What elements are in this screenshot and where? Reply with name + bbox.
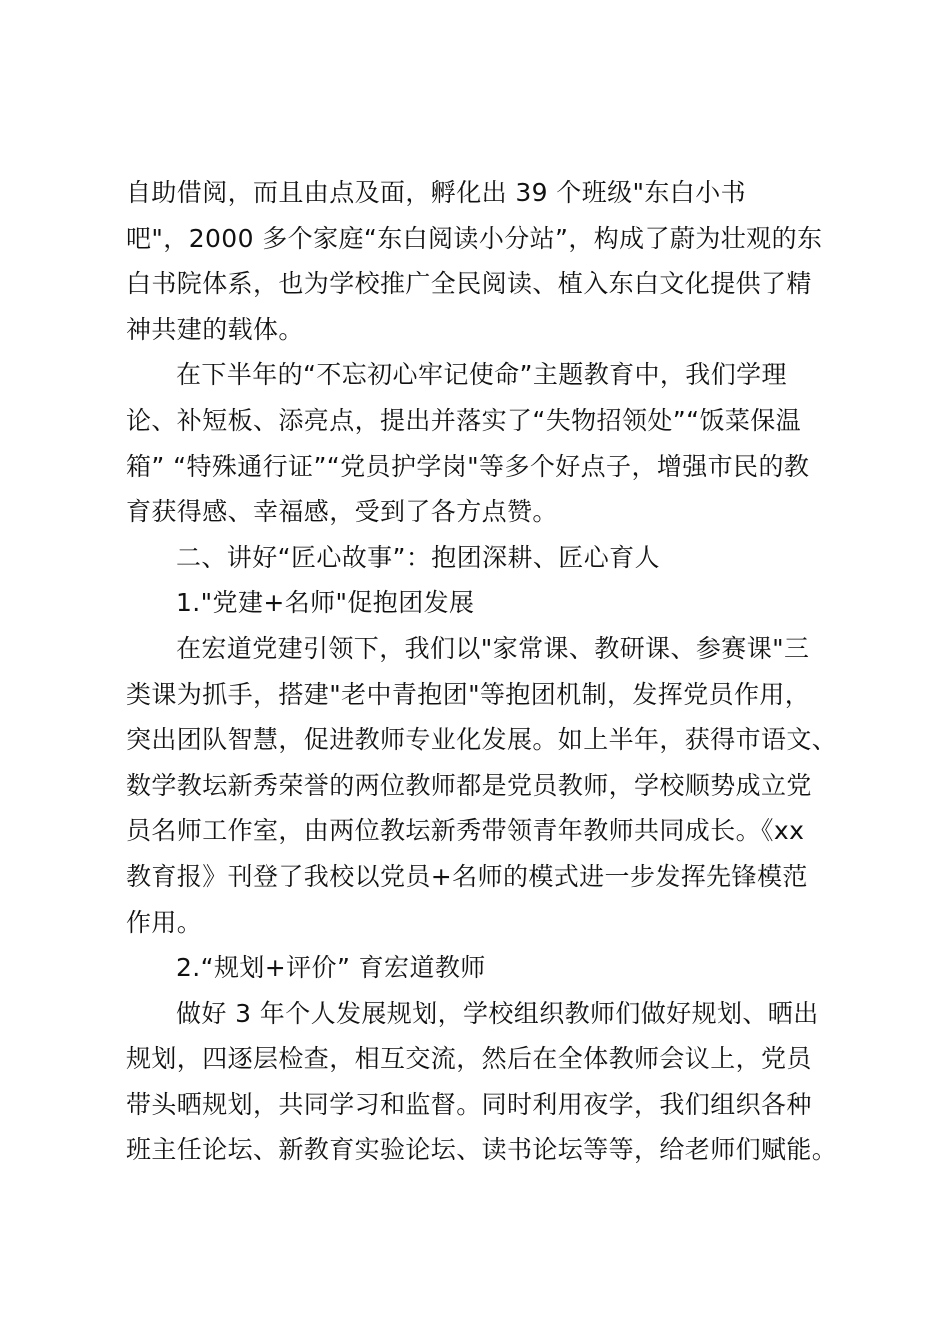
heading-line: 1."党建+名师"促抱团发展 (176, 588, 475, 618)
text-line: 自助借阅，而且由点及面，孵化出 39 个班级"东白小书 (126, 178, 747, 207)
text-line: 吧"，2000 多个家庭“东白阅读小分站”，构成了蔚为壮观的东 (126, 223, 823, 253)
subsection-heading-2 (126, 945, 838, 991)
text-line: 在宏道党建引领下，我们以"家常课、教研课、参赛课"三 (176, 633, 810, 663)
paragraph-planning-evaluation (126, 991, 838, 1173)
heading-line: 二、讲好“匠心故事”：抱团深耕、匠心育人 (176, 542, 660, 572)
text-line: 做好 3 年个人发展规划，学校组织教师们做好规划、晒出 (176, 998, 819, 1028)
paragraph-theme-education (126, 352, 838, 534)
paragraph-party-building-teachers (126, 626, 838, 945)
text-line: 作用。 (126, 907, 203, 937)
text-line: 突出团队智慧，促进教师专业化发展。如上半年，获得市语文、 (126, 725, 838, 755)
document-body (126, 170, 838, 1173)
text-line: 论、补短板、添亮点，提出并落实了“失物招领处”“饭菜保温 (126, 405, 802, 435)
heading-line: 2.“规划+评价” 育宏道教师 (176, 953, 486, 983)
text-line: 类课为抓手，搭建"老中青抱团"等抱团机制，发挥党员作用， (126, 679, 811, 709)
text-line: 数学教坛新秀荣誉的两位教师都是党员教师，学校顺势成立党 (126, 770, 812, 800)
text-line: 神共建的载体。 (126, 314, 304, 344)
text-line: 在下半年的“不忘初心牢记使命”主题教育中，我们学理 (176, 360, 787, 390)
paragraph-library-system (126, 170, 838, 352)
text-line: 带头晒规划，共同学习和监督。同时利用夜学，我们组织各种 (126, 1089, 812, 1119)
text-line: 育获得感、幸福感，受到了各方点赞。 (126, 497, 558, 527)
text-line: 教育报》刊登了我校以党员+名师的模式进一步发挥先锋模范 (126, 861, 808, 891)
text-line: 班主任论坛、新教育实验论坛、读书论坛等等，给老师们赋能。 (126, 1135, 838, 1165)
text-line: 箱” “特殊通行证”“党员护学岗"等多个好点子，增强市民的教 (126, 451, 810, 481)
text-line: 白书院体系，也为学校推广全民阅读、植入东白文化提供了精 (126, 269, 812, 299)
text-line: 员名师工作室，由两位教坛新秀带领青年教师共同成长。《xx (126, 816, 805, 846)
subsection-heading-1 (126, 580, 838, 626)
text-line: 规划，四逐层检查，相互交流，然后在全体教师会议上，党员 (126, 1044, 812, 1074)
section-heading (126, 535, 838, 581)
